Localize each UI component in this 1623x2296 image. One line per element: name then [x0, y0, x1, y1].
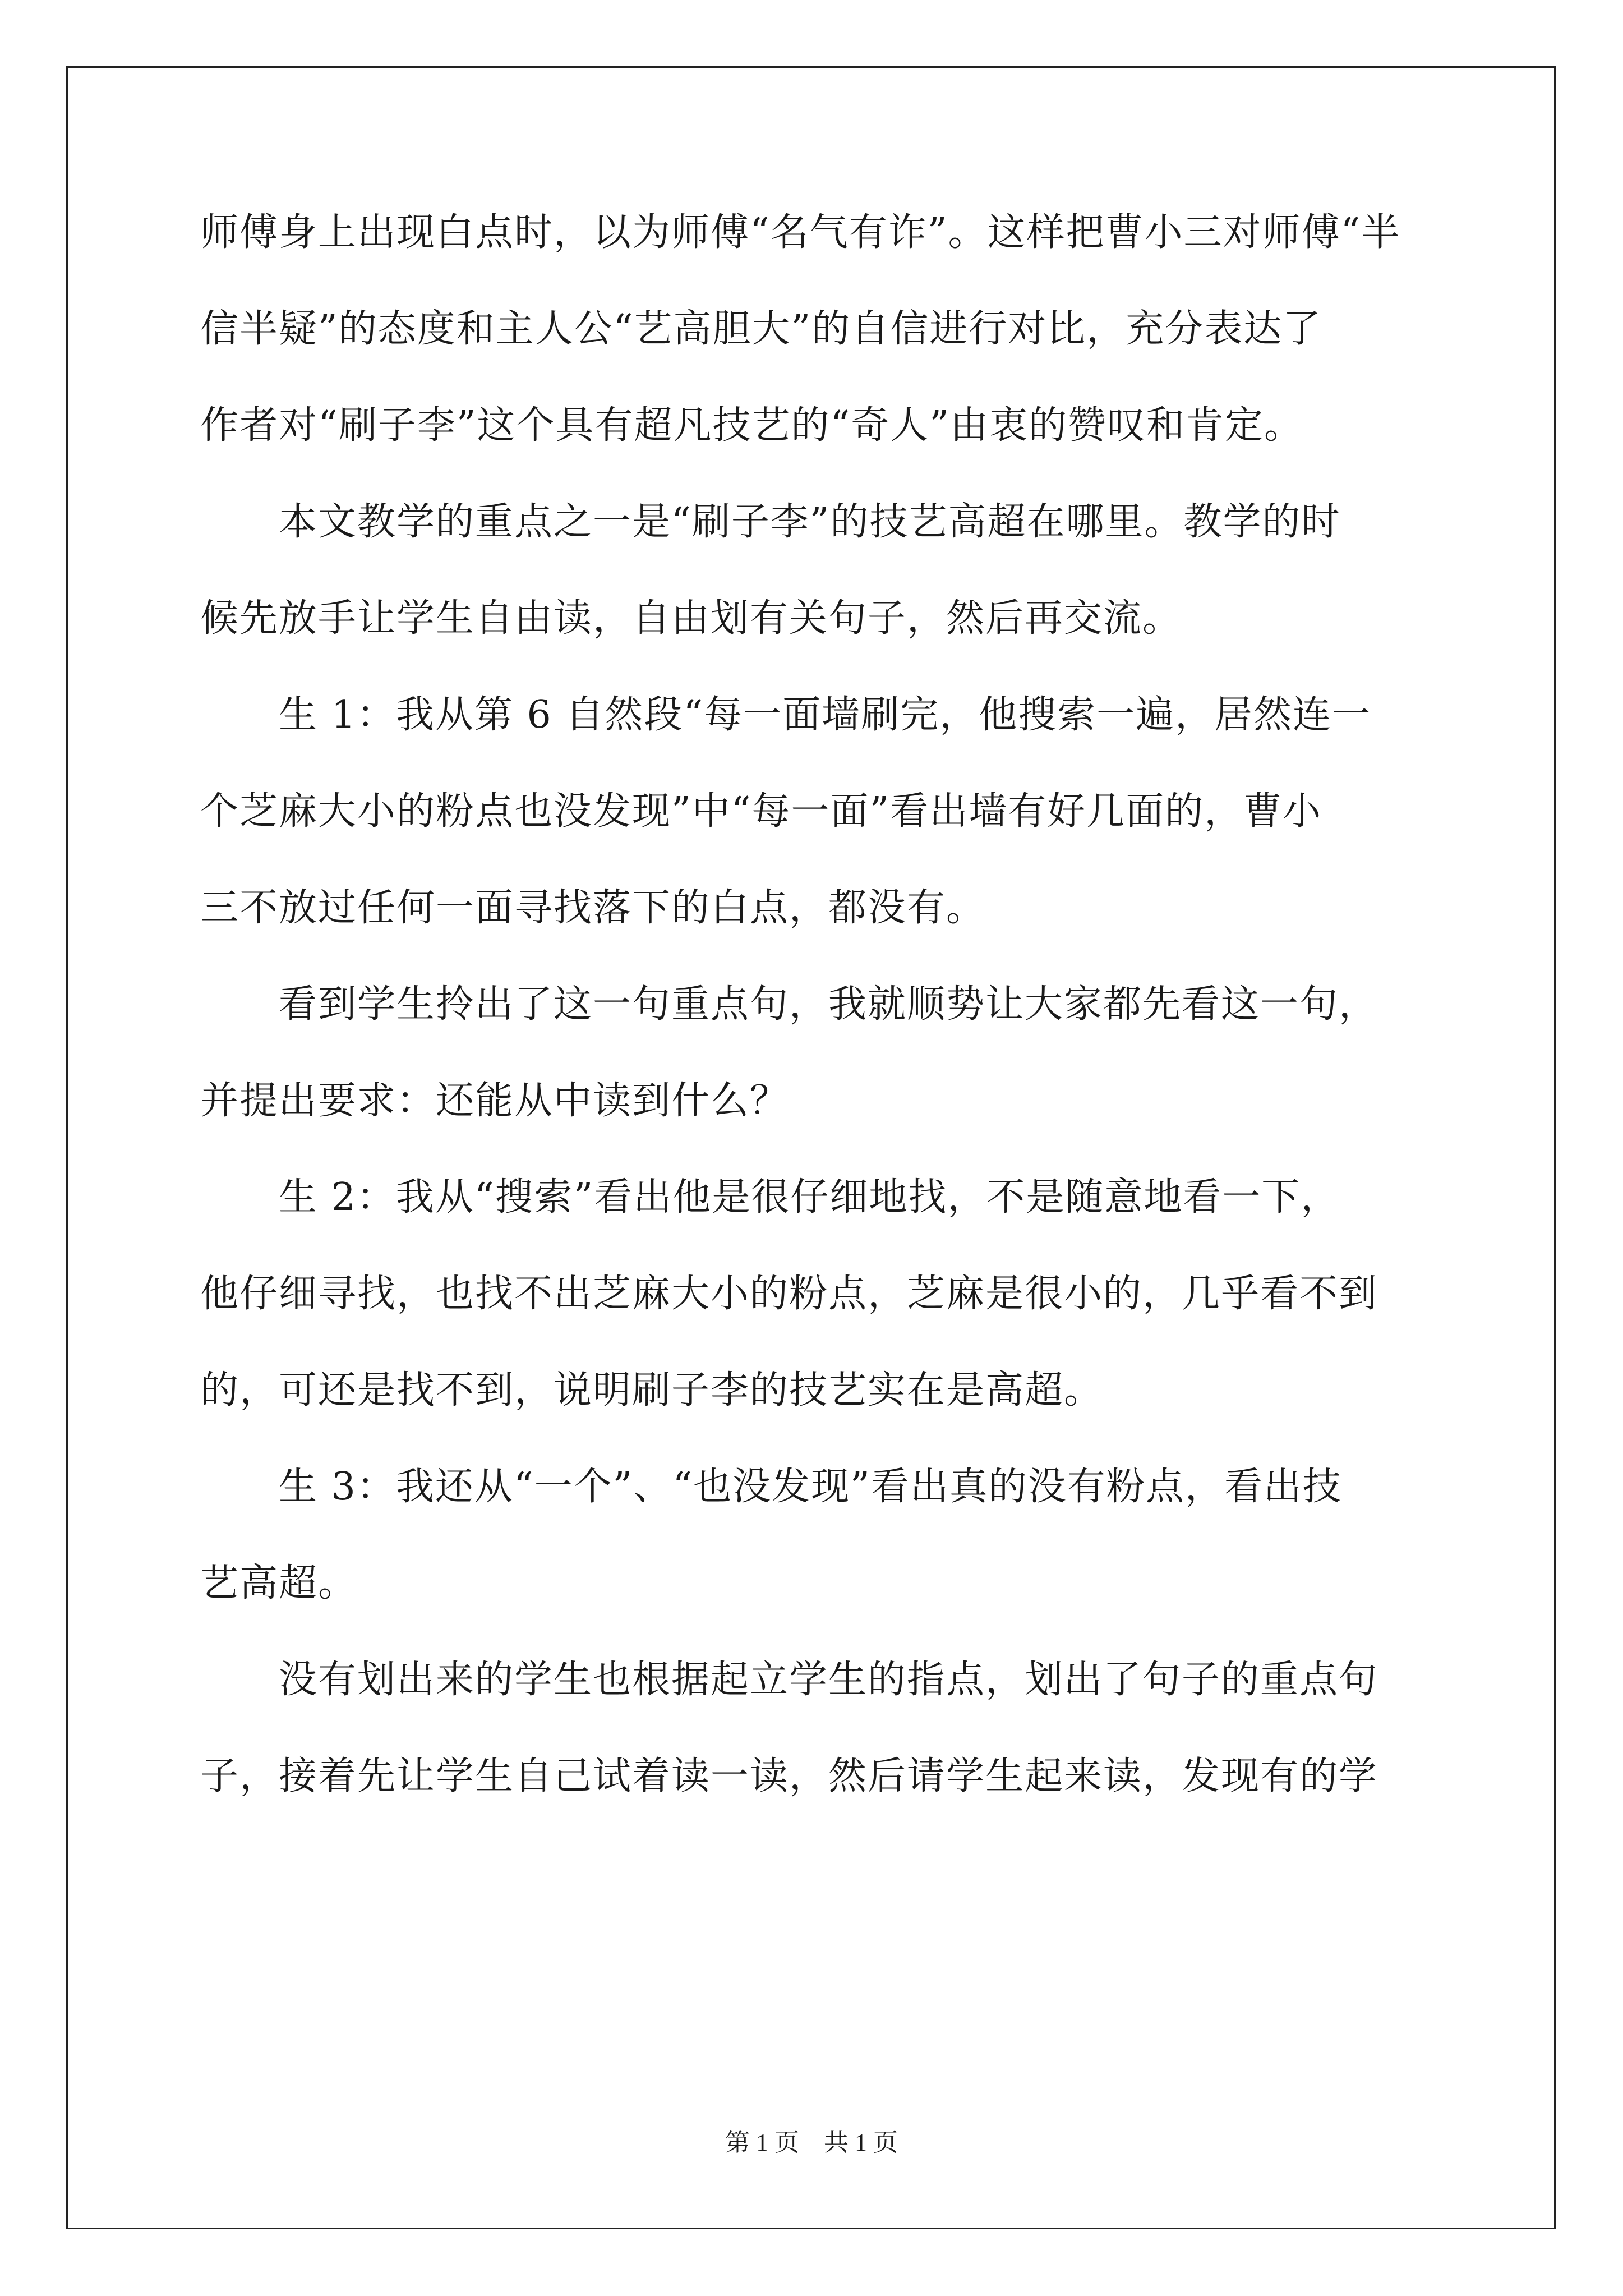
text-line: 三不放过任何一面寻找落下的白点，都没有。 — [200, 886, 986, 930]
text-line: 候先放手让学生自由读，自由划有关句子，然后再交流。 — [200, 596, 1182, 641]
text-line: 他仔细寻找，也找不出芝麻大小的粉点，芝麻是很小的，几乎看不到 — [200, 1272, 1378, 1316]
text-line: 艺高超。 — [200, 1561, 358, 1605]
text-line: 生 1：我从第 6 自然段“每一面墙刷完，他搜索一遍，居然连一 — [200, 693, 1372, 737]
text-line: 信半疑”的态度和主人公“艺高胆大”的自信进行对比，充分表达了 — [200, 307, 1322, 351]
page-number-footer: 第 1 页 共 1 页 — [725, 2129, 898, 2156]
text-line: 的，可还是找不到，说明刷子李的技艺实在是高超。 — [200, 1368, 1104, 1412]
text-line: 生 2：我从“搜索”看出他是很仔细地找，不是随意地看一下， — [200, 1175, 1340, 1220]
text-line: 个芝麻大小的粉点也没发现”中“每一面”看出墙有好几面的，曹小 — [200, 789, 1322, 834]
text-line: 看到学生拎出了这一句重点句，我就顺势让大家都先看这一句， — [200, 982, 1378, 1027]
text-line: 生 3：我还从“一个”、“也没发现”看出真的没有粉点，看出技 — [200, 1465, 1342, 1509]
page-border — [66, 66, 1556, 2229]
text-line: 并提出要求：还能从中读到什么？ — [200, 1079, 790, 1123]
text-line: 师傅身上出现白点时，以为师傅“名气有诈”。这样把曹小三对师傅“半 — [200, 210, 1401, 255]
text-line: 本文教学的重点之一是“刷子李”的技艺高超在哪里。教学的时 — [200, 500, 1341, 544]
text-line: 子，接着先让学生自己试着读一读，然后请学生起来读，发现有的学 — [200, 1754, 1378, 1798]
text-line: 作者对“刷子李”这个具有超凡技艺的“奇人”由衷的赞叹和肯定。 — [200, 403, 1304, 448]
text-line: 没有划出来的学生也根据起立学生的指点，划出了句子的重点句 — [200, 1658, 1378, 1702]
